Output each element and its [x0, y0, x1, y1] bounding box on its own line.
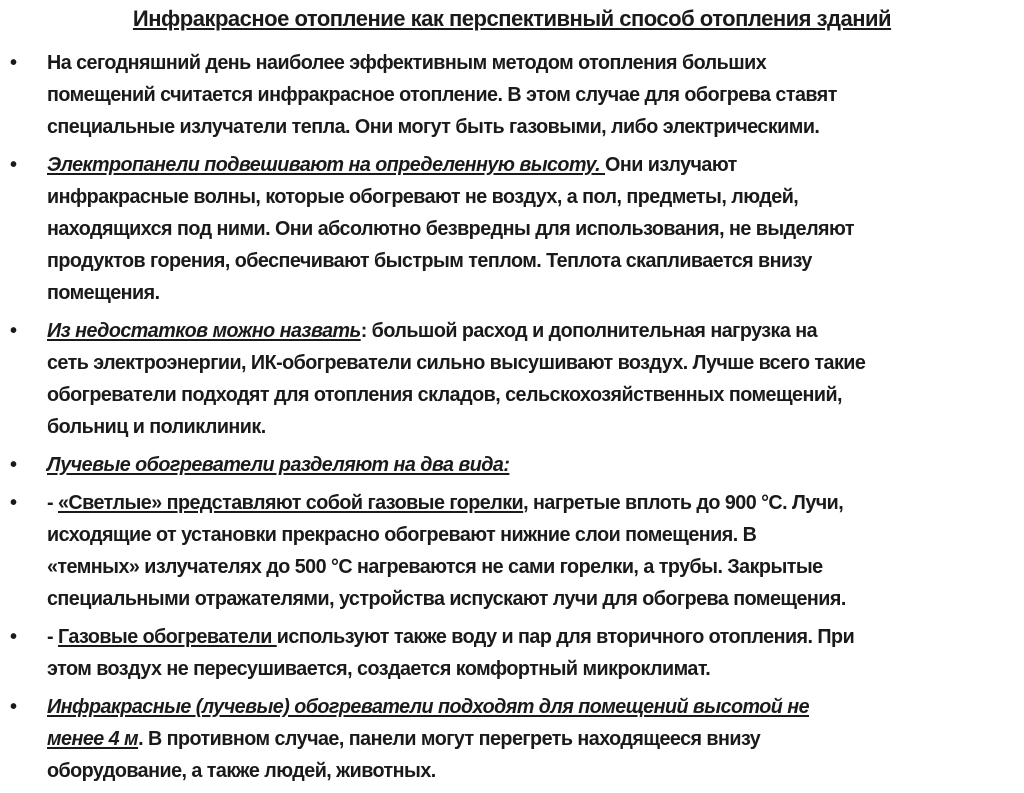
text-line — [47, 245, 997, 277]
bullet-dot-icon: • — [10, 454, 18, 476]
text-segment: помещений считается инфракрасное отопление. В этом случае для обогрева ставят — [47, 84, 837, 106]
bullet-item — [0, 449, 1024, 481]
text-segment: специальные излучатели тепла. Они могут быть газовыми, либо электрическими. — [47, 116, 820, 138]
text-line — [47, 213, 997, 245]
bullet-item — [0, 487, 1024, 615]
text-segment: инфракрасные волны, которые обогревают не воздух, а пол, предметы, людей, — [47, 186, 799, 208]
emphasized-text: Лучевые обогреватели разделяют на два вида: — [47, 454, 510, 476]
text-line — [47, 487, 997, 519]
text-line — [47, 621, 997, 653]
text-line — [47, 653, 997, 685]
text-segment: сеть электроэнергии, ИК-обогреватели сильно высушивают воздух. Лучше всего такие — [47, 352, 866, 374]
bullet-dot-icon: • — [10, 492, 18, 514]
text-segment: , нагретые вплоть до 900 °С. Лучи, — [523, 492, 844, 514]
text-segment: Они излучают — [605, 154, 737, 176]
text-segment: «темных» излучателях до 500 °С нагреваются не сами горелки, а трубы. Закрытые — [47, 556, 823, 578]
text-segment: больниц и поликлиник. — [47, 416, 266, 438]
text-line — [47, 449, 997, 481]
bullet-item — [0, 621, 1024, 685]
bullet-dot-icon: • — [10, 696, 18, 718]
text-line — [47, 277, 997, 309]
text-line — [47, 583, 997, 615]
text-line — [47, 347, 997, 379]
text-segment: обогреватели подходят для отопления складов, сельскохозяйственных помещений, — [47, 384, 842, 406]
emphasized-text: Газовые обогреватели — [57, 626, 277, 648]
text-line — [47, 379, 997, 411]
text-segment: находящихся под ними. Они абсолютно безвредны для использования, не выделяют — [47, 218, 854, 240]
text-line — [47, 149, 997, 181]
emphasized-text: менее 4 м — [47, 728, 139, 750]
slide-title: Инфракрасное отопление как перспективный способ отопления зданий — [132, 6, 892, 31]
text-line — [47, 755, 997, 787]
text-segment: оборудование, а также людей, животных. — [47, 760, 436, 782]
text-segment: - — [47, 626, 58, 648]
text-line — [47, 181, 997, 213]
bullet-item — [0, 47, 1024, 143]
text-segment: На сегодняшний день наиболее эффективным методом отопления больших — [47, 52, 767, 74]
bullet-item — [0, 691, 1024, 787]
text-line — [47, 315, 997, 347]
text-line — [47, 691, 997, 723]
emphasized-text: Инфракрасные (лучевые) обогреватели подходят для помещений высотой не — [47, 696, 810, 718]
text-segment: продуктов горения, обеспечивают быстрым теплом. Теплота скапливается внизу — [47, 250, 812, 272]
text-segment: помещения. — [47, 282, 160, 304]
bullet-dot-icon: • — [10, 320, 18, 342]
text-line — [47, 111, 997, 143]
bullet-list — [0, 47, 1024, 793]
bullet-dot-icon: • — [10, 52, 18, 74]
text-line — [47, 79, 997, 111]
bullet-dot-icon: • — [10, 154, 18, 176]
text-segment: - — [47, 492, 58, 514]
text-segment: используют также воду и пар для вторичного отопления. При — [276, 626, 855, 648]
text-line — [47, 551, 997, 583]
text-segment: специальными отражателями, устройства испускают лучи для обогрева помещения. — [47, 588, 846, 610]
emphasized-text: «Светлые» представляют собой газовые горелки — [57, 492, 524, 514]
text-line — [47, 411, 997, 443]
text-line — [47, 519, 997, 551]
text-segment: : большой расход и дополнительная нагрузка на — [360, 320, 818, 342]
text-segment: исходящие от установки прекрасно обогревают нижние слои помещения. В — [47, 524, 757, 546]
bullet-item — [0, 315, 1024, 443]
bullet-item — [0, 149, 1024, 309]
text-segment: . В противном случае, панели могут перегреть находящееся внизу — [138, 728, 761, 750]
text-line — [47, 47, 997, 79]
text-segment: этом воздух не пересушивается, создается комфортный микроклимат. — [47, 658, 711, 680]
bullet-dot-icon: • — [10, 626, 18, 648]
text-line — [47, 723, 997, 755]
emphasized-text: Из недостатков можно назвать — [47, 320, 361, 342]
emphasized-text: Электропанели подвешивают на определенную высоту. — [47, 154, 606, 176]
